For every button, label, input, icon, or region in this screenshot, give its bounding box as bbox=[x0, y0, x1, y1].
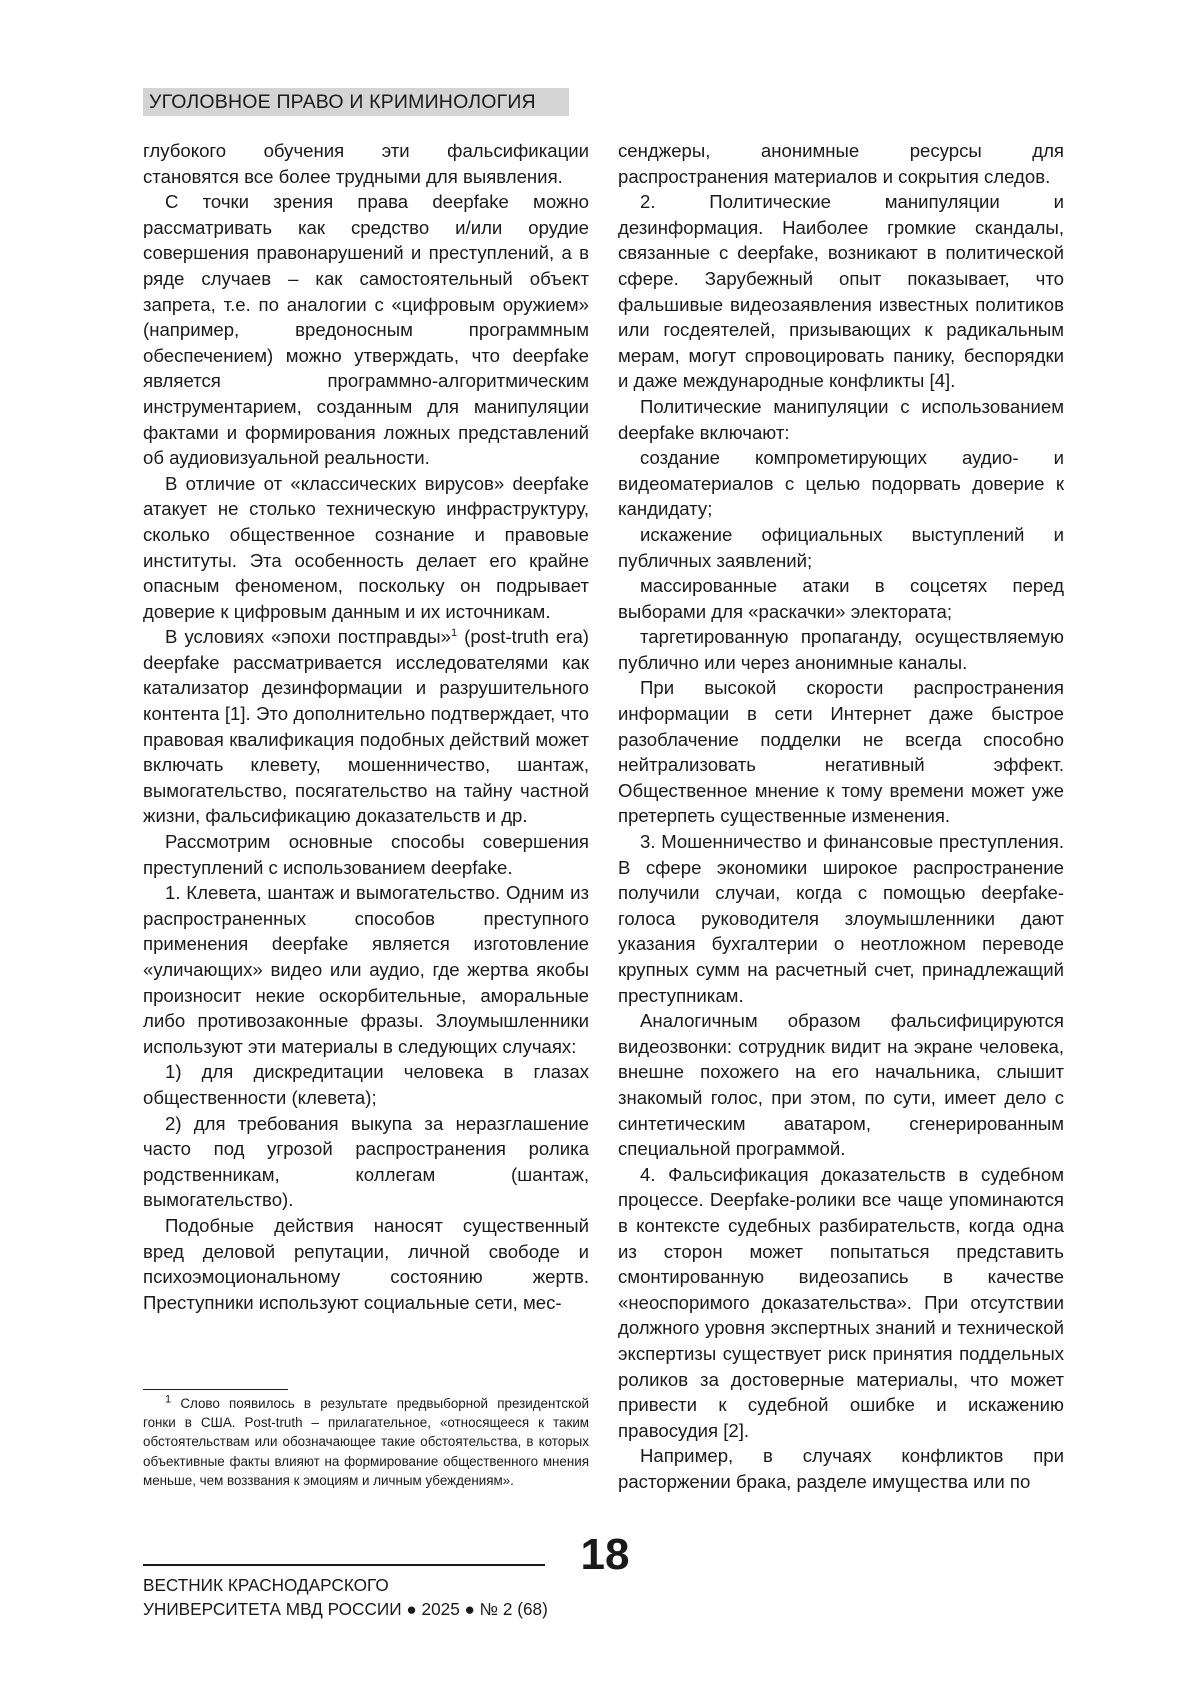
paragraph: Рассмотрим основные способы совершения преступлений с использованием deepfake. bbox=[143, 831, 589, 878]
paragraph: 2. Политические манипуляции и дезинформация. Наиболее громкие скандалы, связанные с deepfake, возникают в политической сфере. Зарубежный опыт показывает, что фальшивые видеозаявления известных политиков или госдеятелей, призывающих к радикальным мерам, могут спровоцировать панику, беспорядки и даже международные конфликты [4]. bbox=[618, 191, 1064, 392]
left-column bbox=[143, 138, 589, 1315]
journal-line-1: ВЕСТНИК КРАСНОДАРСКОГО bbox=[143, 1575, 389, 1595]
page-number: 18 bbox=[580, 1530, 630, 1579]
paragraph: сенджеры, анонимные ресурсы для распространения материалов и сокрытия следов. bbox=[618, 140, 1064, 187]
journal-line-2: УНИВЕРСИТЕТА МВД РОССИИ ● 2025 ● № 2 (68) bbox=[143, 1598, 548, 1619]
footnote-ref[interactable]: 1 bbox=[450, 627, 458, 640]
footnote-separator bbox=[143, 1389, 288, 1390]
paragraph-text: (post-truth era) deepfake рассматривается исследователями как катализатор дезинформации и разрушительного контента [1]. Это дополнительно подтверждает, что правовая квалификация подобных действий может включать клевету, мошенничество, шантаж, вымогательство, посягательство на тайну частной жизни, фальсификацию доказательств и др. bbox=[143, 626, 589, 827]
list-item: искажение официальных выступлений и публичных заявлений; bbox=[618, 523, 1064, 571]
paragraph: В отличие от «классических вирусов» deepfake атакует не столько техническую инфраструктуру, сколько общественное сознание и правовые институты. Эта особенность делает его крайне опасным феноменом, поскольку он подрывает доверие к цифровым данным и их источникам. bbox=[143, 472, 589, 622]
footnote-text: Слово появилось в результате предвыборной президентской гонки в США. Post-truth – прилагательное, «относящееся к таким обстоятельствам или обозначающее такие обстоятельства, в которых объективные факты влияют на формирование общественного мнения меньше, чем воззвания к эмоциям и личным убеждениям». bbox=[143, 1396, 589, 1488]
paragraph-text: В условиях «эпохи постправды» bbox=[165, 626, 451, 648]
paragraph: 1. Клевета, шантаж и вымогательство. Одним из распространенных способов преступного применения deepfake является изготовление «уличающих» видео или аудио, где жертва якобы произносит некие оскорбительные, аморальные либо противозаконные фразы. Злоумышленники используют эти материалы в следующих случаях: bbox=[143, 882, 589, 1057]
paragraph: Подобные действия наносят существенный вред деловой репутации, личной свободе и психоэмоциональному состоянию жертв. Преступники используют социальные сети, мес- bbox=[143, 1214, 589, 1313]
right-column bbox=[618, 138, 1064, 1494]
paragraph: 2) для требования выкупа за неразглашение часто под угрозой распространения ролика родственникам, коллегам (шантаж, вымогательство). bbox=[143, 1112, 589, 1211]
list-item: создание компрометирующих аудио- и видеоматериалов с целью подорвать доверие к кандидату; bbox=[618, 447, 1064, 520]
paragraph: Политические манипуляции с использованием deepfake включают: bbox=[618, 395, 1064, 443]
footnote bbox=[143, 1394, 589, 1490]
section-header: УГОЛОВНОЕ ПРАВО И КРИМИНОЛОГИЯ bbox=[143, 88, 569, 116]
paragraph: 3. Мошенничество и финансовые преступления. В сфере экономики широкое распространение получили случаи, когда с помощью deepfake-голоса руководителя злоумышленники дают указания бухгалтерии о неотложном переводе крупных сумм на расчетный счет, принадлежащий преступникам. bbox=[618, 831, 1064, 1006]
paragraph: Аналогичным образом фальсифицируются видеозвонки: сотрудник видит на экране человека, внешне похожего на его начальника, слышит знакомый голос, при этом, по сути, имеет дело с синтетическим аватаром, сгенерированным специальной программой. bbox=[618, 1010, 1064, 1160]
paragraph: глубокого обучения эти фальсификации становятся все более трудными для выявления. bbox=[143, 140, 589, 187]
paragraph: 1) для дискредитации человека в глазах общественности (клевета); bbox=[143, 1061, 589, 1108]
list-item: массированные атаки в соцсетях перед выборами для «раскачки» электората; bbox=[618, 575, 1064, 622]
paragraph-with-footnote bbox=[143, 624, 589, 829]
list-item: таргетированную пропаганду, осуществляемую публично или через анонимные каналы. bbox=[618, 626, 1064, 673]
footnote-mark: 1 bbox=[165, 1393, 172, 1406]
journal-title bbox=[143, 1574, 603, 1621]
paragraph: С точки зрения права deepfake можно рассматривать как средство и/или орудие совершения правонарушений и преступлений, а в ряде случаев – как самостоятельный объект запрета, т.е. по аналогии с «цифровым оружием» (например, вредоносным программным обеспечением) можно утверждать, что deepfake является программно-алгоритмическим инструментарием, созданным для манипуляции фактами и формирования ложных представлений об аудиовизуальной реальности. bbox=[143, 191, 589, 469]
paragraph: При высокой скорости распространения информации в сети Интернет даже быстрое разоблачение подделки не всегда способно нейтрализовать негативный эффект. Общественное мнение к тому времени может уже претерпеть существенные изменения. bbox=[618, 677, 1064, 827]
footer-rule bbox=[143, 1564, 545, 1566]
paragraph: Например, в случаях конфликтов при расторжении брака, разделе имущества или по bbox=[618, 1445, 1064, 1492]
paragraph: 4. Фальсификация доказательств в судебном процессе. Deepfake-ролики все чаще упоминаются в контексте судебных разбирательств, когда одна из сторон может попытаться представить смонтированную видеозапись в качестве «неоспоримого доказательства». При отсутствии должного уровня экспертных знаний и технической экспертизы существует риск принятия поддельных роликов за достоверные материалы, что может привести к судебной ошибке и искажению правосудия [2]. bbox=[618, 1163, 1064, 1441]
